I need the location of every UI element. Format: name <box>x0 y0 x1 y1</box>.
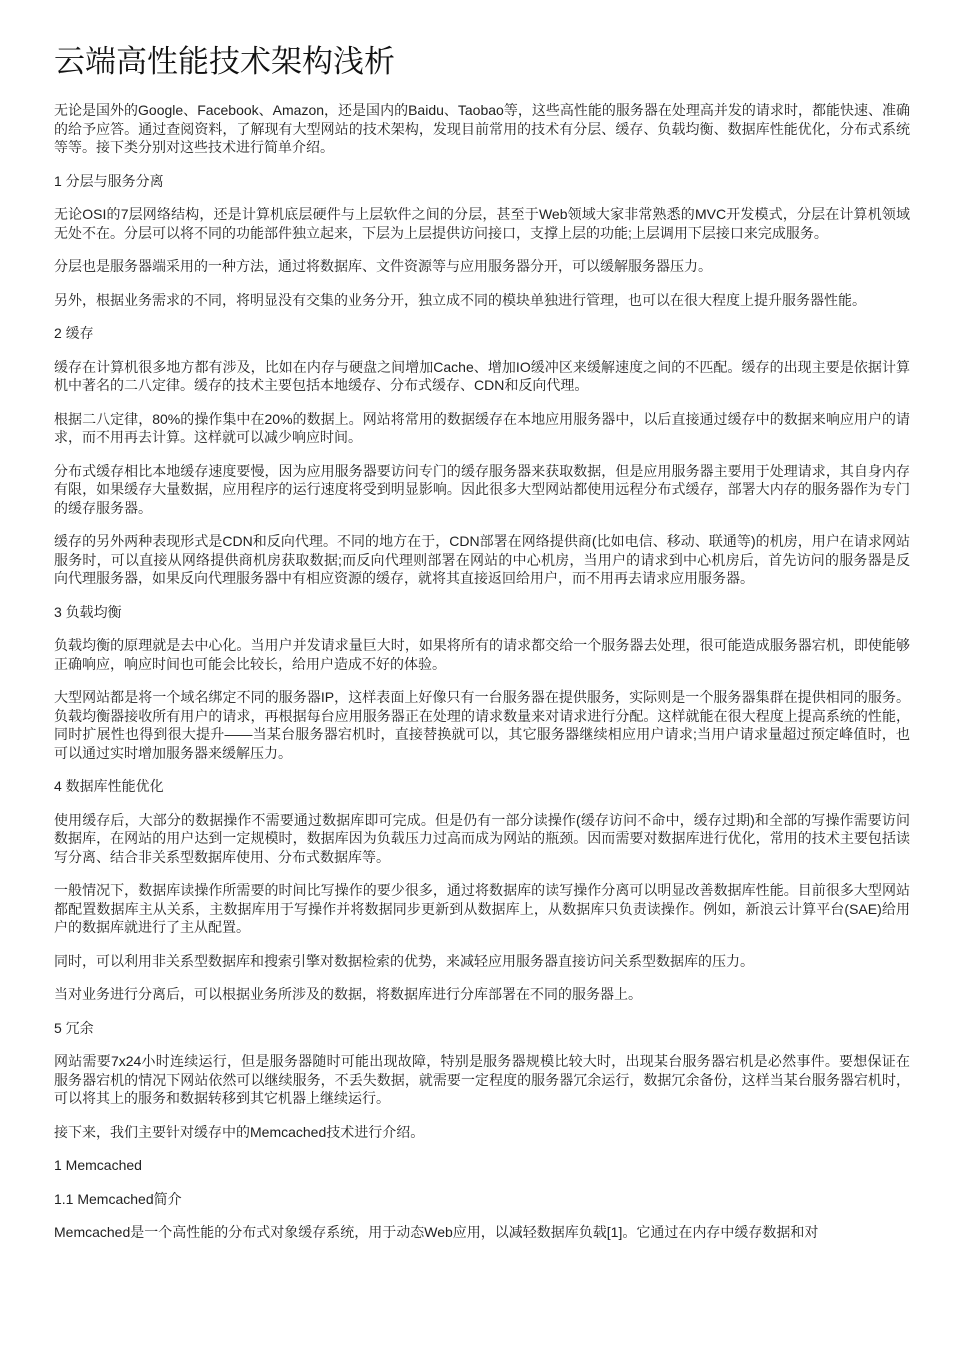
section-heading: 5 冗余 <box>54 1019 94 1036</box>
paragraph: 分层也是服务器端采用的一种方法，通过将数据库、文件资源等与应用服务器分开，可以缓解服务器压力。 <box>54 258 712 274</box>
paragraph: 接下来，我们主要针对缓存中的Memcached技术进行介绍。 <box>54 1123 425 1140</box>
paragraph: 负载均衡的原理就是去中心化。当用户并发请求量巨大时，如果将所有的请求都交给一个服务器去处理，很可能造成服务器宕机，即使能够正确响应，响应时间也可能会比较长，给用户造成不好的体验。 <box>54 637 910 672</box>
section-heading: 3 负载均衡 <box>54 603 122 620</box>
paragraph: 使用缓存后，大部分的数据操作不需要通过数据库即可完成。但是仍有一部分读操作(缓存访问不命中，缓存过期)和全部的写操作需要访问数据库，在网站的用户达到一定规模时，数据库因为负载压力过高而成为网站的瓶颈。因而需要对数据库进行优化，常用的技术主要包括读写分离、结合非关系型数据库使用、分布式数据库等。 <box>54 811 910 865</box>
section-heading: 1 Memcached <box>54 1157 142 1173</box>
paragraph: 缓存在计算机很多地方都有涉及，比如在内存与硬盘之间增加Cache、增加IO缓冲区来缓解速度之间的不匹配。缓存的出现主要是依据计算机中著名的二八定律。缓存的技术主要包括本地缓存、分布式缓存、CDN和反向代理。 <box>54 358 910 393</box>
paragraph: 同时，可以利用非关系型数据库和搜索引擎对数据检索的优势，来减轻应用服务器直接访问关系型数据库的压力。 <box>54 952 754 969</box>
paragraph: 另外，根据业务需求的不同，将明显没有交集的业务分开，独立成不同的模块单独进行管理，也可以在很大程度上提升服务器性能。 <box>54 291 866 308</box>
document-page <box>54 0 910 1242</box>
paragraph: 无论OSI的7层网络结构，还是计算机底层硬件与上层软件之间的分层，甚至于Web领域大家非常熟悉的MVC开发模式，分层在计算机领域无处不在。分层可以将不同的功能部件独立起来，下层为上层提供访问接口，支撑上层的功能;上层调用下层接口来完成服务。 <box>54 206 910 241</box>
paragraph: 大型网站都是将一个域名绑定不同的服务器IP，这样表面上好像只有一台服务器在提供服务，实际则是一个服务器集群在提供相同的服务。负载均衡器接收所有用户的请求，再根据每台应用服务器正在处理的请求数量来对请求进行分配。这样就能在很大程度上提高系统的性能，同时扩展性也得到很大提升——当某台服务器宕机时，直接替换就可以，其它服务器继续相应用户请求;当用户请求量超过预定峰值时，也可以通过实时增加服务器来缓解压力。 <box>54 689 910 761</box>
paragraph: 无论是国外的Google、Facebook、Amazon，还是国内的Baidu、Taobao等，这些高性能的服务器在处理高并发的请求时，都能快速、准确的给予应答。通过查阅资料，了解现有大型网站的技术架构，发现目前常用的技术有分层、缓存、负载均衡、数据库性能优化，分布式系统等等。接下类分别对这些技术进行简单介绍。 <box>54 102 910 155</box>
paragraph: 分布式缓存相比本地缓存速度要慢，因为应用服务器要访问专门的缓存服务器来获取数据，但是应用服务器主要用于处理请求，其自身内存有限，如果缓存大量数据，应用程序的运行速度将受到明显影响。因此很多大型网站都使用远程分布式缓存，部署大内存的服务器作为专门的缓存服务器。 <box>54 462 910 516</box>
paragraph: Memcached是一个高性能的分布式对象缓存系统，用于动态Web应用，以减轻数据库负载[1]。它通过在内存中缓存数据和对 <box>54 1224 819 1240</box>
section-heading: 1 分层与服务分离 <box>54 172 164 189</box>
subsection-heading: 1.1 Memcached简介 <box>54 1190 182 1207</box>
paragraph: 根据二八定律，80%的操作集中在20%的数据上。网站将常用的数据缓存在本地应用服务器中，以后直接通过缓存中的数据来响应用户的请求，而不用再去计算。这样就可以减少响应时间。 <box>54 410 910 445</box>
paragraph: 网站需要7x24小时连续运行，但是服务器随时可能出现故障，特别是服务器规模比较大时，出现某台服务器宕机是必然事件。要想保证在服务器宕机的情况下网站依然可以继续服务，不丢失数据，就需要一定程度的服务器冗余运行，数据冗余备份，这样当某台服务器宕机时，可以将其上的服务和数据转移到其它机器上继续运行。 <box>54 1053 910 1106</box>
section-heading: 2 缓存 <box>54 325 94 341</box>
paragraph: 当对业务进行分离后，可以根据业务所涉及的数据，将数据库进行分库部署在不同的服务器上。 <box>54 986 642 1002</box>
paragraph: 缓存的另外两种表现形式是CDN和反向代理。不同的地方在于，CDN部署在网络提供商(比如电信、移动、联通等)的机房，用户在请求网站服务时，可以直接从网络提供商机房获取数据;而反向代理则部署在网站的中心机房，当用户的请求到中心机房后，首先访问的服务器是反向代理服务器，如果反向代理服务器中有相应资源的缓存，就将其直接返回给用户，而不用再去请求应用服务器。 <box>54 533 910 586</box>
paragraph: 一般情况下，数据库读操作所需要的时间比写操作的要少很多，通过将数据库的读写操作分离可以明显改善数据库性能。目前很多大型网站都配置数据库主从关系，主数据库用于写操作并将数据同步更新到从数据库上，从数据库只负责读操作。例如，新浪云计算平台(SAE)给用户的数据库就进行了主从配置。 <box>54 882 910 935</box>
section-heading: 4 数据库性能优化 <box>54 778 164 794</box>
document-title: 云端高性能技术架构浅析 <box>54 44 395 79</box>
